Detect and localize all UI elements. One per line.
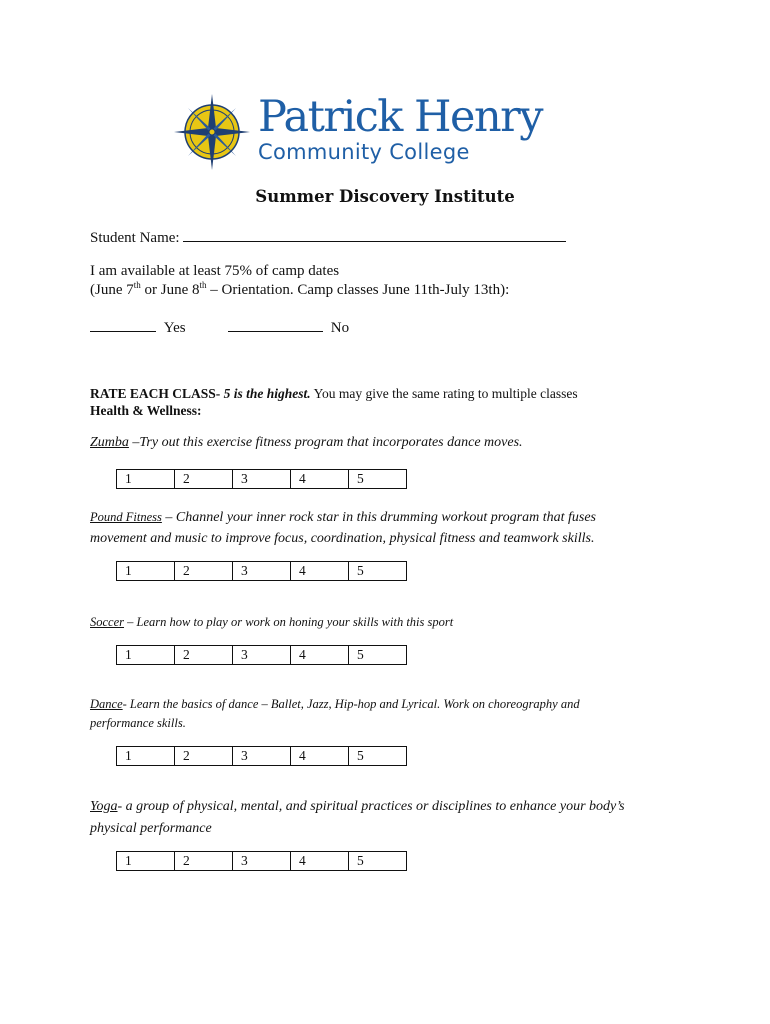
class-description-soccer <box>90 616 453 629</box>
student-name-label: Student Name: <box>90 230 180 246</box>
class-description-yoga <box>90 800 625 814</box>
rating-cell-2[interactable]: 2 <box>175 562 233 581</box>
class-description-dance-cont: performance skills. <box>90 716 186 730</box>
class-description-pound-fitness-cont: movement and music to improve focus, coordination, physical fitness and teamwork skills. <box>90 531 595 546</box>
no-option <box>228 318 349 336</box>
compass-rose-icon <box>172 92 252 172</box>
class-desc: - Learn the basics of dance – Ballet, Jazz, Hip-hop and Lyrical. Work on choreography and <box>122 697 580 711</box>
rating-cell-3[interactable]: 3 <box>233 852 291 871</box>
rating-table-pound-fitness <box>116 561 407 581</box>
rating-cell-4[interactable]: 4 <box>291 747 349 766</box>
rating-cell-1[interactable]: 1 <box>117 646 175 665</box>
rating-instructions <box>90 387 578 401</box>
availability-line-2 <box>90 280 510 298</box>
rating-cell-2[interactable]: 2 <box>175 852 233 871</box>
rating-cell-3[interactable]: 3 <box>233 470 291 489</box>
rating-cell-4[interactable]: 4 <box>291 646 349 665</box>
page-title: Summer Discovery Institute <box>255 187 515 206</box>
rating-table-zumba <box>116 469 407 489</box>
availability-text-b: or June 8 <box>140 282 200 298</box>
category-label: Health & Wellness: <box>90 403 202 418</box>
rating-cell-2[interactable]: 2 <box>175 470 233 489</box>
rating-cell-1[interactable]: 1 <box>117 470 175 489</box>
rating-cell-5[interactable]: 5 <box>349 646 407 665</box>
class-desc: –Try out this exercise fitness program that incorporates dance moves. <box>128 435 523 450</box>
yes-blank[interactable] <box>90 318 156 332</box>
class-description-yoga-cont: physical performance <box>90 821 212 836</box>
class-name: Yoga <box>90 799 118 814</box>
rating-cell-5[interactable]: 5 <box>349 747 407 766</box>
class-desc: – Channel your inner rock star in this drumming workout program that fuses <box>161 510 597 525</box>
rating-cell-1[interactable]: 1 <box>117 562 175 581</box>
rating-cell-3[interactable]: 3 <box>233 747 291 766</box>
logo-subtitle: Community College <box>258 140 470 164</box>
category-heading <box>90 404 202 418</box>
availability-line-1: I am available at least 75% of camp dates <box>90 263 340 279</box>
rating-cell-2[interactable]: 2 <box>175 646 233 665</box>
rating-cell-5[interactable]: 5 <box>349 852 407 871</box>
student-name-row <box>90 228 566 246</box>
superscript-th-2: th <box>199 280 207 290</box>
college-logo <box>172 92 562 172</box>
rating-table-dance <box>116 746 407 766</box>
rating-cell-4[interactable]: 4 <box>291 562 349 581</box>
rating-cell-3[interactable]: 3 <box>233 646 291 665</box>
rating-cell-5[interactable]: 5 <box>349 470 407 489</box>
class-description-dance <box>90 698 580 711</box>
availability-text-c: – Orientation. Camp classes June 11th-July 13th): <box>206 282 510 298</box>
rating-table-yoga <box>116 851 407 871</box>
student-name-blank[interactable] <box>183 228 566 242</box>
class-name: Zumba <box>90 435 129 450</box>
class-description-pound-fitness <box>90 511 596 525</box>
no-blank[interactable] <box>228 318 323 332</box>
rating-table-soccer <box>116 645 407 665</box>
class-desc: – Learn how to play or work on honing your skills with this sport <box>124 615 454 629</box>
class-name: Soccer <box>90 615 125 629</box>
rate-note: You may give the same rating to multiple classes <box>313 386 578 401</box>
rating-cell-5[interactable]: 5 <box>349 562 407 581</box>
availability-text-a: (June 7 <box>90 282 134 298</box>
rating-cell-3[interactable]: 3 <box>233 562 291 581</box>
class-description-zumba <box>90 436 523 450</box>
no-label: No <box>330 320 350 336</box>
logo-wordmark: Patrick Henry <box>258 92 543 142</box>
rating-cell-2[interactable]: 2 <box>175 747 233 766</box>
superscript-th-1: th <box>133 280 141 290</box>
rating-cell-4[interactable]: 4 <box>291 852 349 871</box>
rate-heading: RATE EACH CLASS- <box>90 386 221 401</box>
yes-option <box>90 318 186 336</box>
yes-label: Yes <box>163 320 186 336</box>
class-name: Pound Fitness <box>90 510 162 524</box>
rating-cell-1[interactable]: 1 <box>117 747 175 766</box>
class-name: Dance <box>90 697 123 711</box>
rating-cell-1[interactable]: 1 <box>117 852 175 871</box>
rate-scale-note: 5 is the highest. <box>223 386 311 401</box>
rating-cell-4[interactable]: 4 <box>291 470 349 489</box>
class-desc: - a group of physical, mental, and spiritual practices or disciplines to enhance your body’s <box>117 799 625 814</box>
